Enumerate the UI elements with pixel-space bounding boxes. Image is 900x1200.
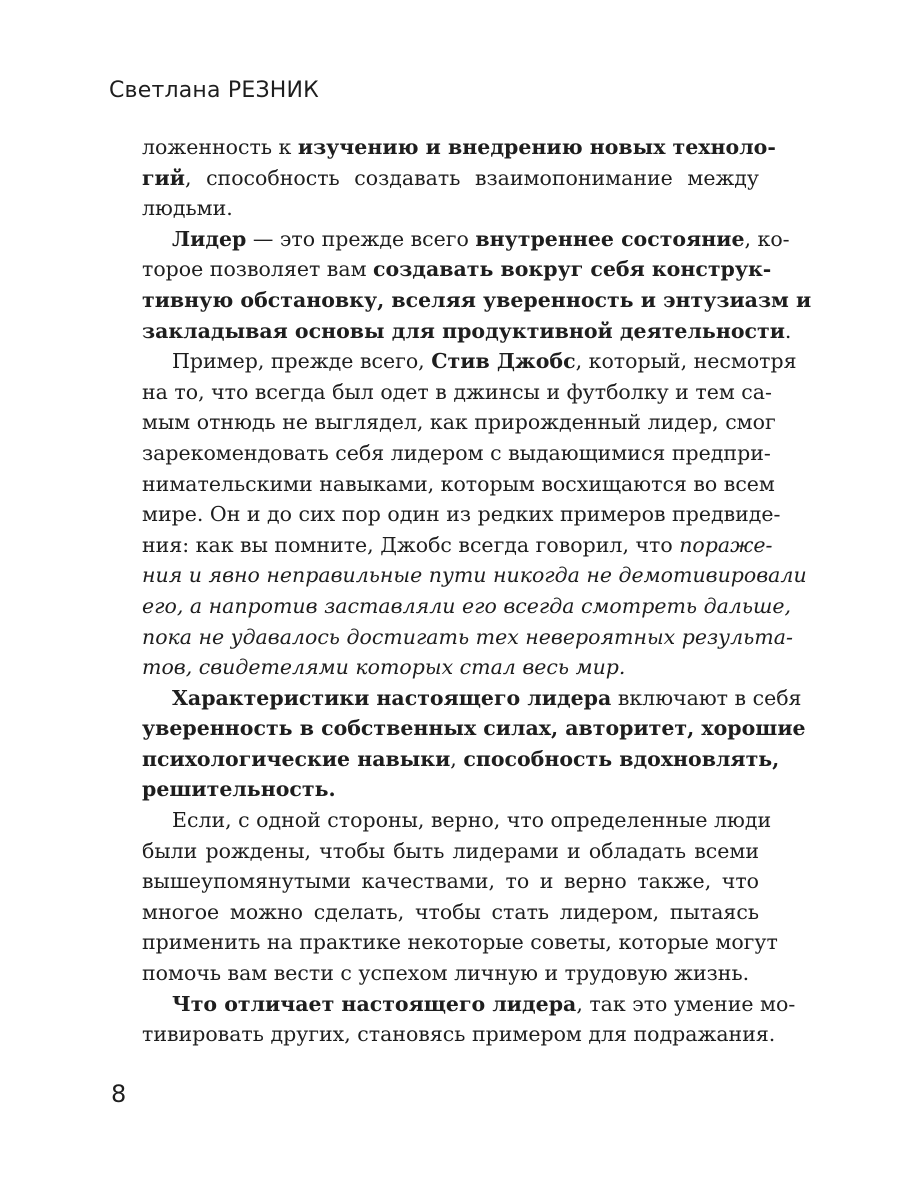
text-run: торое позволяет вам: [142, 257, 374, 282]
text-line: [142, 774, 759, 805]
text-run: мым отнюдь не выглядел, как прирожденный лидер, смог: [142, 410, 776, 435]
italic-run: пораже-: [679, 532, 773, 557]
text-line: [142, 469, 775, 500]
text-line: [142, 897, 759, 928]
text-line: [142, 407, 776, 438]
bold-run: изучению и внедрению новых техноло-: [297, 135, 776, 159]
text-run: на то, что всегда был одет в джинсы и футболку и тем са-: [142, 379, 772, 404]
text-run: , который, несмотря: [575, 349, 797, 374]
text-run: помочь вам вести с успехом личную и трудовую жизнь.: [142, 961, 750, 986]
text-run: мире. Он и до сих пор один из редких примеров предвиде-: [142, 502, 781, 527]
bold-run: внутреннее состояние: [475, 226, 745, 251]
bold-run: гий: [142, 165, 185, 190]
bold-run: Лидер: [172, 226, 247, 251]
text-line: [142, 622, 793, 653]
text-run: людьми.: [142, 196, 233, 221]
text-run: ния: как вы помните, Джобс всегда говорил, что: [142, 532, 680, 557]
text-run: многое можно сделать, чтобы стать лидером, пытаясь: [142, 899, 759, 924]
running-header: [109, 78, 319, 103]
text-line: [142, 560, 807, 591]
text-line: [142, 530, 773, 561]
text-line: [142, 163, 759, 194]
text-run: .: [784, 318, 792, 343]
text-run: были рождены, чтобы быть лидерами и обладать всеми: [142, 838, 759, 863]
bold-run: уверенность в собственных силах, авторитет, хорошие: [142, 716, 806, 741]
text-run: ложенность к: [142, 135, 298, 159]
text-run: Если, с одной стороны, верно, что определенные люди: [172, 808, 772, 833]
text-line: [142, 254, 772, 285]
bold-run: тивную обстановку, вселяя уверенность и энтузиазм и: [142, 287, 812, 312]
text-line: [142, 713, 806, 744]
text-line: [142, 193, 759, 224]
bold-run: Характеристики настоящего лидера: [172, 685, 612, 710]
text-line: [142, 499, 781, 530]
text-line: [142, 224, 790, 255]
italic-run: пока не удавалось достигать тех невероятных результа-: [142, 624, 793, 649]
text-line: [142, 652, 759, 683]
bold-run: закладывая основы для продуктивной деятельности: [142, 318, 785, 343]
bold-run: создавать вокруг себя конструк-: [373, 257, 772, 282]
text-run: тивировать других, становясь примером для подражания.: [142, 1022, 776, 1047]
text-run: , способность создавать взаимопонимание между: [184, 165, 759, 190]
text-line: [142, 591, 792, 622]
text-line: [142, 683, 802, 714]
author-first-name: Светлана: [109, 78, 221, 103]
page-number: 8: [111, 1080, 127, 1108]
bold-run: Стив Джобс: [431, 349, 576, 374]
text-run: включают в себя: [611, 685, 802, 710]
bold-run: Что отличает настоящего лидера: [172, 991, 577, 1016]
italic-run: ния и явно неправильные пути никогда не демотивировали: [142, 563, 807, 588]
text-line: [142, 132, 776, 163]
body-text: [142, 132, 812, 1050]
text-line: [142, 958, 759, 989]
text-run: — это прежде всего: [246, 226, 476, 251]
text-line: [142, 377, 772, 408]
text-line: [142, 1019, 776, 1050]
text-run: вышеупомянутыми качествами, то и верно также, что: [142, 869, 759, 894]
text-run: , ко-: [744, 226, 790, 251]
italic-run: тов, свидетелями которых стал весь мир.: [142, 655, 626, 680]
text-line: [142, 927, 778, 958]
text-line: [142, 346, 797, 377]
text-run: , так это умение мо-: [576, 991, 796, 1016]
text-line: [142, 836, 759, 867]
text-line: [142, 438, 771, 469]
author-last-name: РЕЗНИК: [227, 78, 319, 103]
text-run: зарекомендовать себя лидером с выдающимися предпри-: [142, 440, 771, 465]
bold-run: психологические навыки: [142, 746, 451, 771]
text-line: [142, 866, 759, 897]
text-run: Пример, прежде всего,: [172, 349, 432, 374]
bold-run: решительность.: [142, 777, 336, 802]
text-run: нимательскими навыками, которым восхищаются во всем: [142, 471, 775, 496]
text-line: [142, 744, 780, 775]
text-run: ,: [450, 746, 464, 771]
text-line: [142, 285, 812, 316]
text-run: применить на практике некоторые советы, которые могут: [142, 930, 778, 955]
italic-run: его, а напротив заставляли его всегда смотреть дальше,: [142, 593, 792, 618]
text-line: [142, 805, 772, 836]
text-line: [142, 989, 796, 1020]
bold-run: способность вдохновлять,: [463, 746, 780, 771]
text-line: [142, 316, 792, 347]
